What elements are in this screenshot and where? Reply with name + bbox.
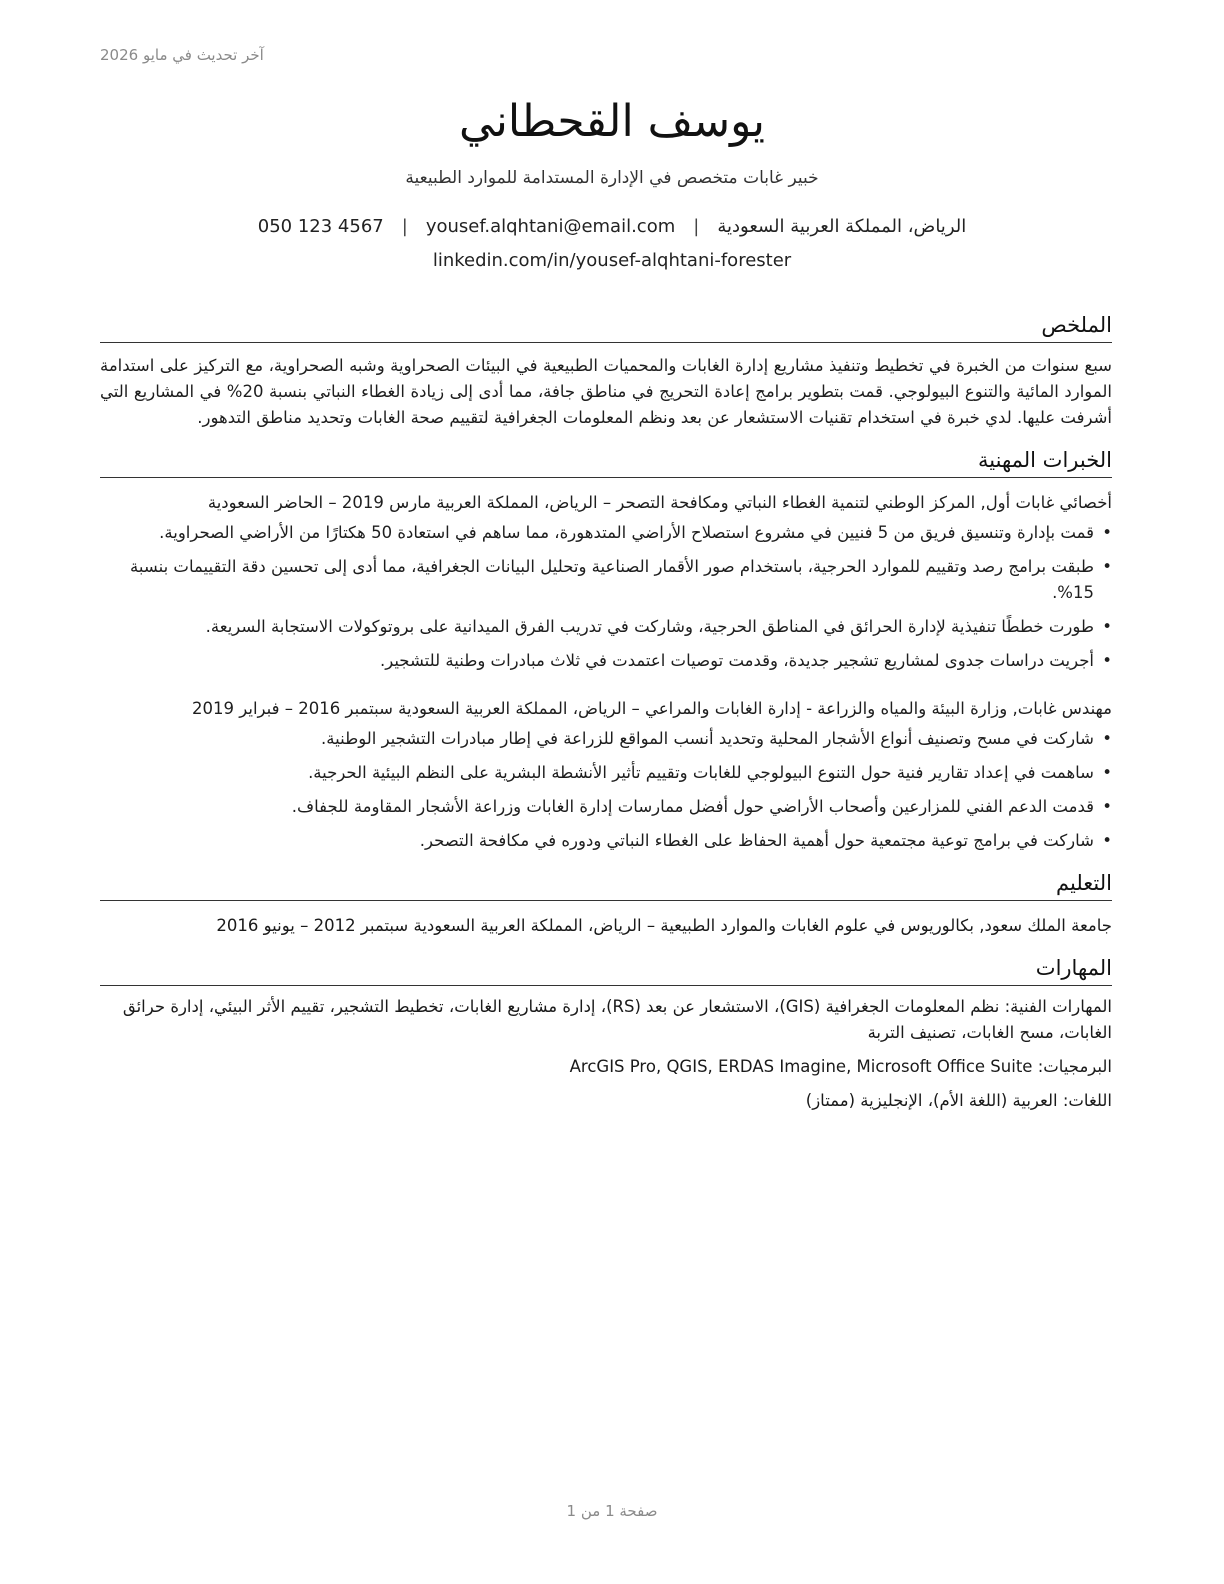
email-link[interactable]: yousef.alqhtani@email.com (425, 216, 676, 237)
technical-skills-label: المهارات الفنية: (1004, 997, 1112, 1016)
list-item (100, 648, 1112, 674)
last-updated: آخر تحديث في مايو 2026 (100, 46, 264, 64)
bullet-text: قمت بإدارة وتنسيق فريق من 5 فنيين في مشروع استصلاح الأراضي المتدهورة، مما ساهم في استعادة 50 هكتارًا من الأراضي الصحراوية. (159, 523, 1094, 542)
resume-body (100, 310, 1112, 1114)
summary-text: سبع سنوات من الخبرة في تخطيط وتنفيذ مشاريع إدارة الغابات والمحميات الطبيعية في البيئات الصحراوية وشبه الصحراوية، مع التركيز على استدامة الموارد المائية والتنوع البيولوجي. قمت بتطوير برامج إعادة التحريج في مناطق جافة، مما أدى إلى زيادة الغطاء النباتي بنسبة 20% في المشاريع التي أشرفت عليها. لدي خبرة في استخدام تقنيات الاستشعار عن بعد ونظم المعلومات الجغرافية لتقييم صحة الغابات وتحديد مناطق التدهور. (100, 356, 1112, 427)
bullet-icon: • (1102, 729, 1112, 748)
bullet-icon: • (1102, 763, 1112, 782)
job-heading: أخصائي غابات أول, المركز الوطني لتنمية الغطاء النباتي ومكافحة التصحر – الرياض، المملكة العربية مارس 2019 – الحاضر السعودية (207, 493, 1112, 512)
list-item (100, 726, 1112, 752)
section-title-education: التعليم (100, 868, 1112, 901)
resume-header (0, 92, 1224, 274)
candidate-title: خبير غابات متخصص في الإدارة المستدامة للموارد الطبيعية (405, 168, 819, 188)
job-heading: مهندس غابات, وزارة البيئة والمياه والزراعة - إدارة الغابات والمراعي – الرياض، المملكة العربية السعودية سبتمبر 2016 – فبراير 2019 (192, 699, 1112, 718)
bullet-icon: • (1102, 617, 1112, 636)
skills-section (100, 953, 1112, 1114)
language-skills-label: اللغات: (1062, 1091, 1112, 1110)
job-entry (100, 696, 1112, 854)
software-skills (100, 1054, 1112, 1080)
section-title-skills: المهارات (100, 953, 1112, 986)
linkedin-link[interactable]: linkedin.com/in/yousef-alqhtani-forester (432, 250, 792, 271)
software-skills-label: البرمجيات: (1037, 1057, 1112, 1076)
education-section (100, 868, 1112, 939)
list-item (100, 828, 1112, 854)
candidate-name: يوسف القحطاني (458, 96, 766, 147)
bullet-text: شاركت في مسح وتصنيف أنواع الأشجار المحلية وتحديد أنسب المواقع للزراعة في إطار مبادرات التشجير الوطنية. (321, 729, 1094, 748)
list-item (100, 794, 1112, 820)
list-item (100, 760, 1112, 786)
list-item (100, 554, 1112, 606)
section-title-experience: الخبرات المهنية (100, 445, 1112, 478)
contact-line (0, 214, 1224, 240)
list-item (100, 614, 1112, 640)
bullet-text: طورت خططًا تنفيذية لإدارة الحرائق في المناطق الحرجية، وشاركت في تدريب الفرق الميدانية على بروتوكولات الاستجابة السريعة. (205, 617, 1094, 636)
bullet-icon: • (1102, 651, 1112, 670)
job-entry (100, 490, 1112, 674)
summary-section (100, 310, 1112, 431)
language-skills-value: العربية (اللغة الأم)، الإنجليزية (ممتاز) (805, 1091, 1058, 1110)
page-number: صفحة 1 من 1 (566, 1502, 658, 1520)
section-title-summary: الملخص (100, 310, 1112, 343)
bullet-icon: • (1102, 557, 1112, 576)
location: الرياض، المملكة العربية السعودية (717, 216, 967, 237)
language-skills (100, 1088, 1112, 1114)
bullet-text: قدمت الدعم الفني للمزارعين وأصحاب الأراضي حول أفضل ممارسات إدارة الغابات وزراعة الأشجار المقاومة للجفاف. (291, 797, 1094, 816)
separator: | (693, 216, 700, 237)
bullet-icon: • (1102, 831, 1112, 850)
technical-skills (100, 994, 1112, 1046)
bullet-text: طبقت برامج رصد وتقييم للموارد الحرجية، باستخدام صور الأقمار الصناعية وتحليل البيانات الجغرافية، مما أدى إلى تحسين دقة التقييمات بنسبة 15%. (130, 557, 1094, 602)
phone-number: 050 123 4567 (257, 216, 384, 237)
job-bullets (100, 520, 1112, 674)
experience-section (100, 445, 1112, 854)
bullet-text: شاركت في برامج توعية مجتمعية حول أهمية الحفاظ على الغطاء النباتي ودوره في مكافحة التصحر. (419, 831, 1094, 850)
technical-skills-value: نظم المعلومات الجغرافية (GIS)، الاستشعار عن بعد (RS)، إدارة مشاريع الغابات، تخطيط التشجير، تقييم الأثر البيئي، إدارة حرائق الغابات، مسح الغابات، تصنيف التربة (122, 997, 1112, 1042)
separator: | (401, 216, 408, 237)
bullet-text: ساهمت في إعداد تقارير فنية حول التنوع البيولوجي للغابات وتقييم تأثير الأنشطة البشرية على النظم البيئية الحرجية. (308, 763, 1094, 782)
job-bullets (100, 726, 1112, 854)
list-item (100, 520, 1112, 546)
education-entry: جامعة الملك سعود, بكالوريوس في علوم الغابات والموارد الطبيعية – الرياض، المملكة العربية السعودية سبتمبر 2012 – يونيو 2016 (216, 916, 1112, 935)
bullet-icon: • (1102, 797, 1112, 816)
software-skills-value: ArcGIS Pro, QGIS, ERDAS Imagine, Microsoft Office Suite (569, 1057, 1033, 1076)
bullet-text: أجريت دراسات جدوى لمشاريع تشجير جديدة، وقدمت توصيات اعتمدت في ثلاث مبادرات وطنية للتشجير. (379, 651, 1094, 670)
bullet-icon: • (1102, 523, 1112, 542)
